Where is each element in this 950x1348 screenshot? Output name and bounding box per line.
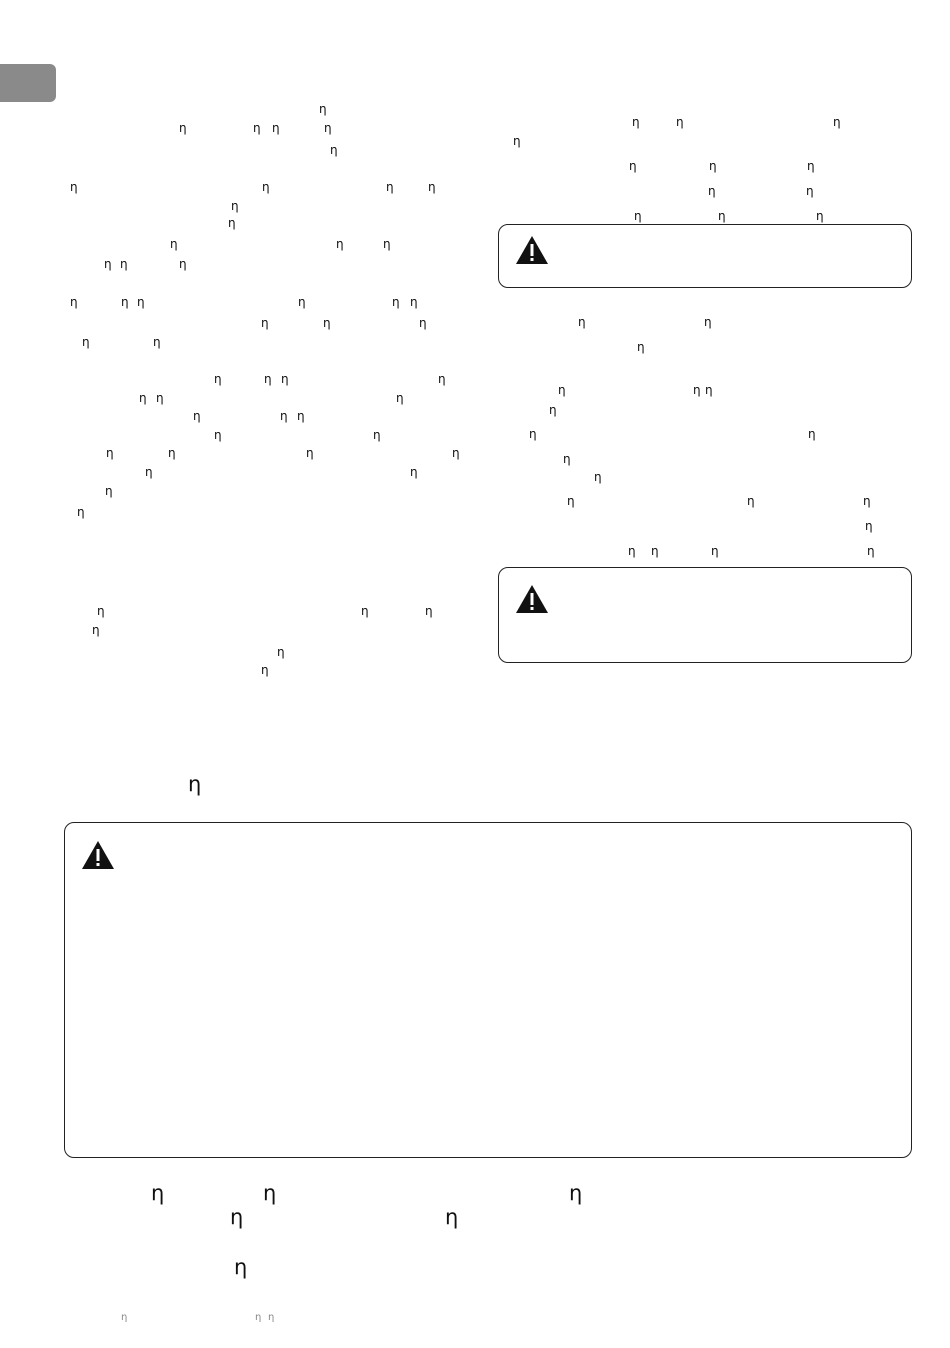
glyph: η — [319, 102, 327, 116]
glyph: η — [323, 316, 331, 330]
glyph: η — [214, 372, 222, 386]
glyph: η — [97, 604, 105, 618]
glyph: η — [806, 184, 814, 198]
section-heading-glyph: η — [188, 772, 202, 796]
glyph: η — [529, 427, 537, 441]
glyph: η — [567, 494, 575, 508]
glyph: η — [106, 446, 114, 460]
glyph: η — [306, 446, 314, 460]
glyph: η — [632, 115, 640, 129]
glyph: η — [137, 295, 145, 309]
glyph: η — [693, 383, 701, 397]
glyph: η — [214, 428, 222, 442]
glyph: η — [139, 391, 147, 405]
glyph: η — [234, 1255, 248, 1279]
glyph: η — [168, 446, 176, 460]
glyph: η — [261, 316, 269, 330]
glyph: η — [558, 383, 566, 397]
glyph: η — [105, 484, 113, 498]
glyph: η — [594, 470, 602, 484]
glyph: η — [170, 237, 178, 251]
glyph: η — [629, 159, 637, 173]
footer-glyph: η — [268, 1312, 275, 1323]
glyph: η — [104, 257, 112, 271]
glyph: η — [193, 409, 201, 423]
glyph: η — [867, 544, 875, 558]
glyph: η — [628, 544, 636, 558]
glyph: η — [718, 209, 726, 223]
glyph: η — [634, 209, 642, 223]
glyph: η — [410, 465, 418, 479]
glyph: η — [704, 315, 712, 329]
glyph: η — [361, 604, 369, 618]
footer-glyph: η — [121, 1312, 128, 1323]
glyph: η — [272, 121, 280, 135]
glyph: η — [156, 391, 164, 405]
glyph: η — [392, 295, 400, 309]
glyph: η — [264, 372, 272, 386]
glyph: η — [708, 184, 716, 198]
glyph: η — [231, 199, 239, 213]
glyph: η — [70, 295, 78, 309]
section-tab — [0, 64, 56, 102]
glyph: η — [253, 121, 261, 135]
glyph: η — [262, 180, 270, 194]
warning-triangle-icon — [514, 234, 550, 266]
glyph: η — [228, 216, 236, 230]
glyph: η — [281, 372, 289, 386]
glyph: η — [396, 391, 404, 405]
glyph: η — [336, 237, 344, 251]
glyph: η — [816, 209, 824, 223]
glyph: η — [298, 295, 306, 309]
glyph: η — [549, 403, 557, 417]
glyph: η — [383, 237, 391, 251]
glyph: η — [569, 1181, 583, 1205]
glyph: η — [705, 383, 713, 397]
glyph: η — [153, 335, 161, 349]
glyph: η — [513, 134, 521, 148]
glyph: η — [428, 180, 436, 194]
glyph: η — [70, 180, 78, 194]
glyph: η — [277, 645, 285, 659]
glyph: η — [324, 121, 332, 135]
glyph: η — [263, 1181, 277, 1205]
glyph: η — [425, 604, 433, 618]
glyph: η — [280, 409, 288, 423]
glyph: η — [261, 663, 269, 677]
warning-box-middle-right — [498, 567, 912, 663]
glyph: η — [709, 159, 717, 173]
glyph: η — [419, 316, 427, 330]
glyph: η — [410, 295, 418, 309]
glyph: η — [807, 159, 815, 173]
glyph: η — [179, 121, 187, 135]
glyph: η — [711, 544, 719, 558]
glyph: η — [92, 623, 100, 637]
glyph: η — [145, 465, 153, 479]
glyph: η — [676, 115, 684, 129]
glyph: η — [82, 335, 90, 349]
glyph: η — [386, 180, 394, 194]
glyph: η — [445, 1205, 459, 1229]
glyph: η — [297, 409, 305, 423]
glyph: η — [808, 427, 816, 441]
glyph: η — [179, 257, 187, 271]
warning-box-large — [64, 822, 912, 1158]
glyph: η — [151, 1181, 165, 1205]
glyph: η — [438, 372, 446, 386]
glyph: η — [121, 295, 129, 309]
glyph: η — [833, 115, 841, 129]
warning-triangle-icon — [514, 583, 550, 615]
glyph: η — [651, 544, 659, 558]
glyph: η — [865, 519, 873, 533]
glyph: η — [373, 428, 381, 442]
glyph: η — [330, 143, 338, 157]
glyph: η — [230, 1205, 244, 1229]
glyph: η — [452, 446, 460, 460]
glyph: η — [863, 494, 871, 508]
footer-glyph: η — [255, 1312, 262, 1323]
glyph: η — [578, 315, 586, 329]
warning-box-upper-right — [498, 224, 912, 288]
glyph: η — [563, 452, 571, 466]
glyph: η — [77, 505, 85, 519]
warning-triangle-icon — [80, 839, 116, 871]
glyph: η — [637, 340, 645, 354]
glyph: η — [120, 257, 128, 271]
glyph: η — [747, 494, 755, 508]
